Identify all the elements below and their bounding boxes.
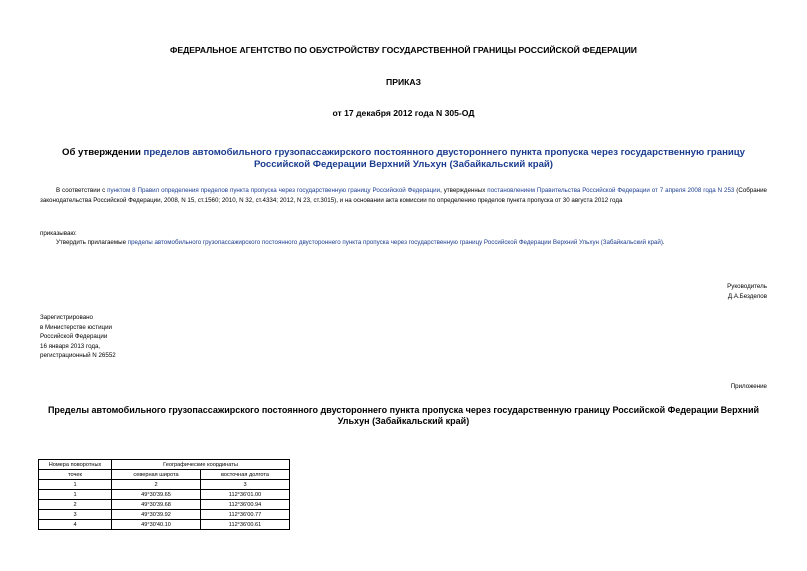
title-link[interactable]: пределов автомобильного грузопассажирского постоянного двустороннего пункта пропуска через государственную границу Российской Федерации Верхний Ульхун (Забайкальский край): [143, 147, 745, 170]
order-title: [40, 147, 767, 171]
table-cell: 112°36'00.77: [201, 510, 290, 520]
preamble-text-a: В соответствии с: [56, 187, 108, 194]
signature-block: [727, 282, 767, 302]
preamble-text-c: (Собрание законодательства Российской Федерации, 2008, N 15, ст.1560; 2010, N 32, ст.4334; 2012, N 23, ст.3015), и на основании акта комиссии по определению пределов пункта пропуска от 30 августа 2012 года: [40, 187, 768, 204]
registration-line: 16 января 2013 года,: [40, 342, 101, 350]
table-cell: 49°30'39.65: [112, 490, 201, 500]
table-row: [39, 500, 290, 510]
table-row: [39, 490, 290, 500]
table-cell: 49°30'40.10: [112, 520, 201, 530]
registration-line: Российской Федерации: [40, 333, 108, 341]
table-cell: 112°36'00.61: [201, 520, 290, 530]
table-header-row: [39, 460, 290, 470]
header-points: Номера поворотных: [39, 460, 112, 470]
preamble-paragraph: [40, 186, 767, 206]
table-cell: 49°30'39.68: [112, 500, 201, 510]
limits-link[interactable]: пределы автомобильного грузопассажирского постоянного двустороннего пункта пропуска через государственную границу Российской Федерации Верхний Ульхун (Забайкальский край): [127, 239, 663, 246]
table-cell: 3: [201, 480, 290, 490]
header-north: северная широта: [112, 470, 201, 480]
table-cell: 112°36'00.94: [201, 500, 290, 510]
table-cell: 1: [39, 480, 112, 490]
order-verb: приказываю:: [40, 230, 77, 237]
table-cell: 4: [39, 520, 112, 530]
table-cell: 49°30'39.92: [112, 510, 201, 520]
table-cell: 3: [39, 510, 112, 520]
table-cell: 2: [39, 500, 112, 510]
signer-name: Д.А.Безделов: [727, 293, 767, 300]
header-east: восточная долгота: [201, 470, 290, 480]
registration-line: Зарегистрировано: [40, 314, 93, 321]
registration-block: [40, 313, 116, 361]
approve-text-b: .: [662, 239, 665, 246]
coordinates-table: [38, 459, 290, 530]
table-index-row: [39, 480, 290, 490]
rules-link[interactable]: пунктом 8 Правил определения пределов пункта пропуска через государственную границу Российской Федерации: [107, 187, 441, 194]
registration-line: регистрационный N 26552: [40, 352, 116, 360]
table-cell: 1: [39, 490, 112, 500]
header-points-cont: точек: [39, 470, 112, 480]
approve-text-a: Утвердить прилагаемые: [56, 239, 128, 246]
title-prefix: Об утверждении: [62, 147, 144, 158]
appendix-label: Приложение: [730, 383, 767, 390]
header-geo: Географические координаты: [112, 460, 290, 470]
registration-line: в Министерстве юстиции: [40, 323, 113, 331]
appendix-title: Пределы автомобильного грузопассажирского постоянного двустороннего пункта пропуска через государственную границу Российской Федерации Верхний Ульхун (Забайкальский край): [47, 405, 760, 426]
signer-role: Руководитель: [727, 283, 767, 290]
agency-name: ФЕДЕРАЛЬНОЕ АГЕНТСТВО ПО ОБУСТРОЙСТВУ ГОСУДАРСТВЕННОЙ ГРАНИЦЫ РОССИЙСКОЙ ФЕДЕРАЦИИ: [170, 45, 637, 55]
table-row: [39, 510, 290, 520]
approve-paragraph: [56, 239, 665, 246]
preamble-text-b: , утвержденных: [440, 187, 488, 194]
table-cell: 2: [112, 480, 201, 490]
table-row: [39, 520, 290, 530]
order-date-number: от 17 декабря 2012 года N 305-ОД: [332, 108, 475, 118]
table-header-row: [39, 470, 290, 480]
resolution-link[interactable]: постановлением Правительства Российской Федерации от 7 апреля 2008 года N 253: [487, 187, 735, 194]
table-cell: 112°36'01.00: [201, 490, 290, 500]
document-type: ПРИКАЗ: [386, 77, 421, 87]
